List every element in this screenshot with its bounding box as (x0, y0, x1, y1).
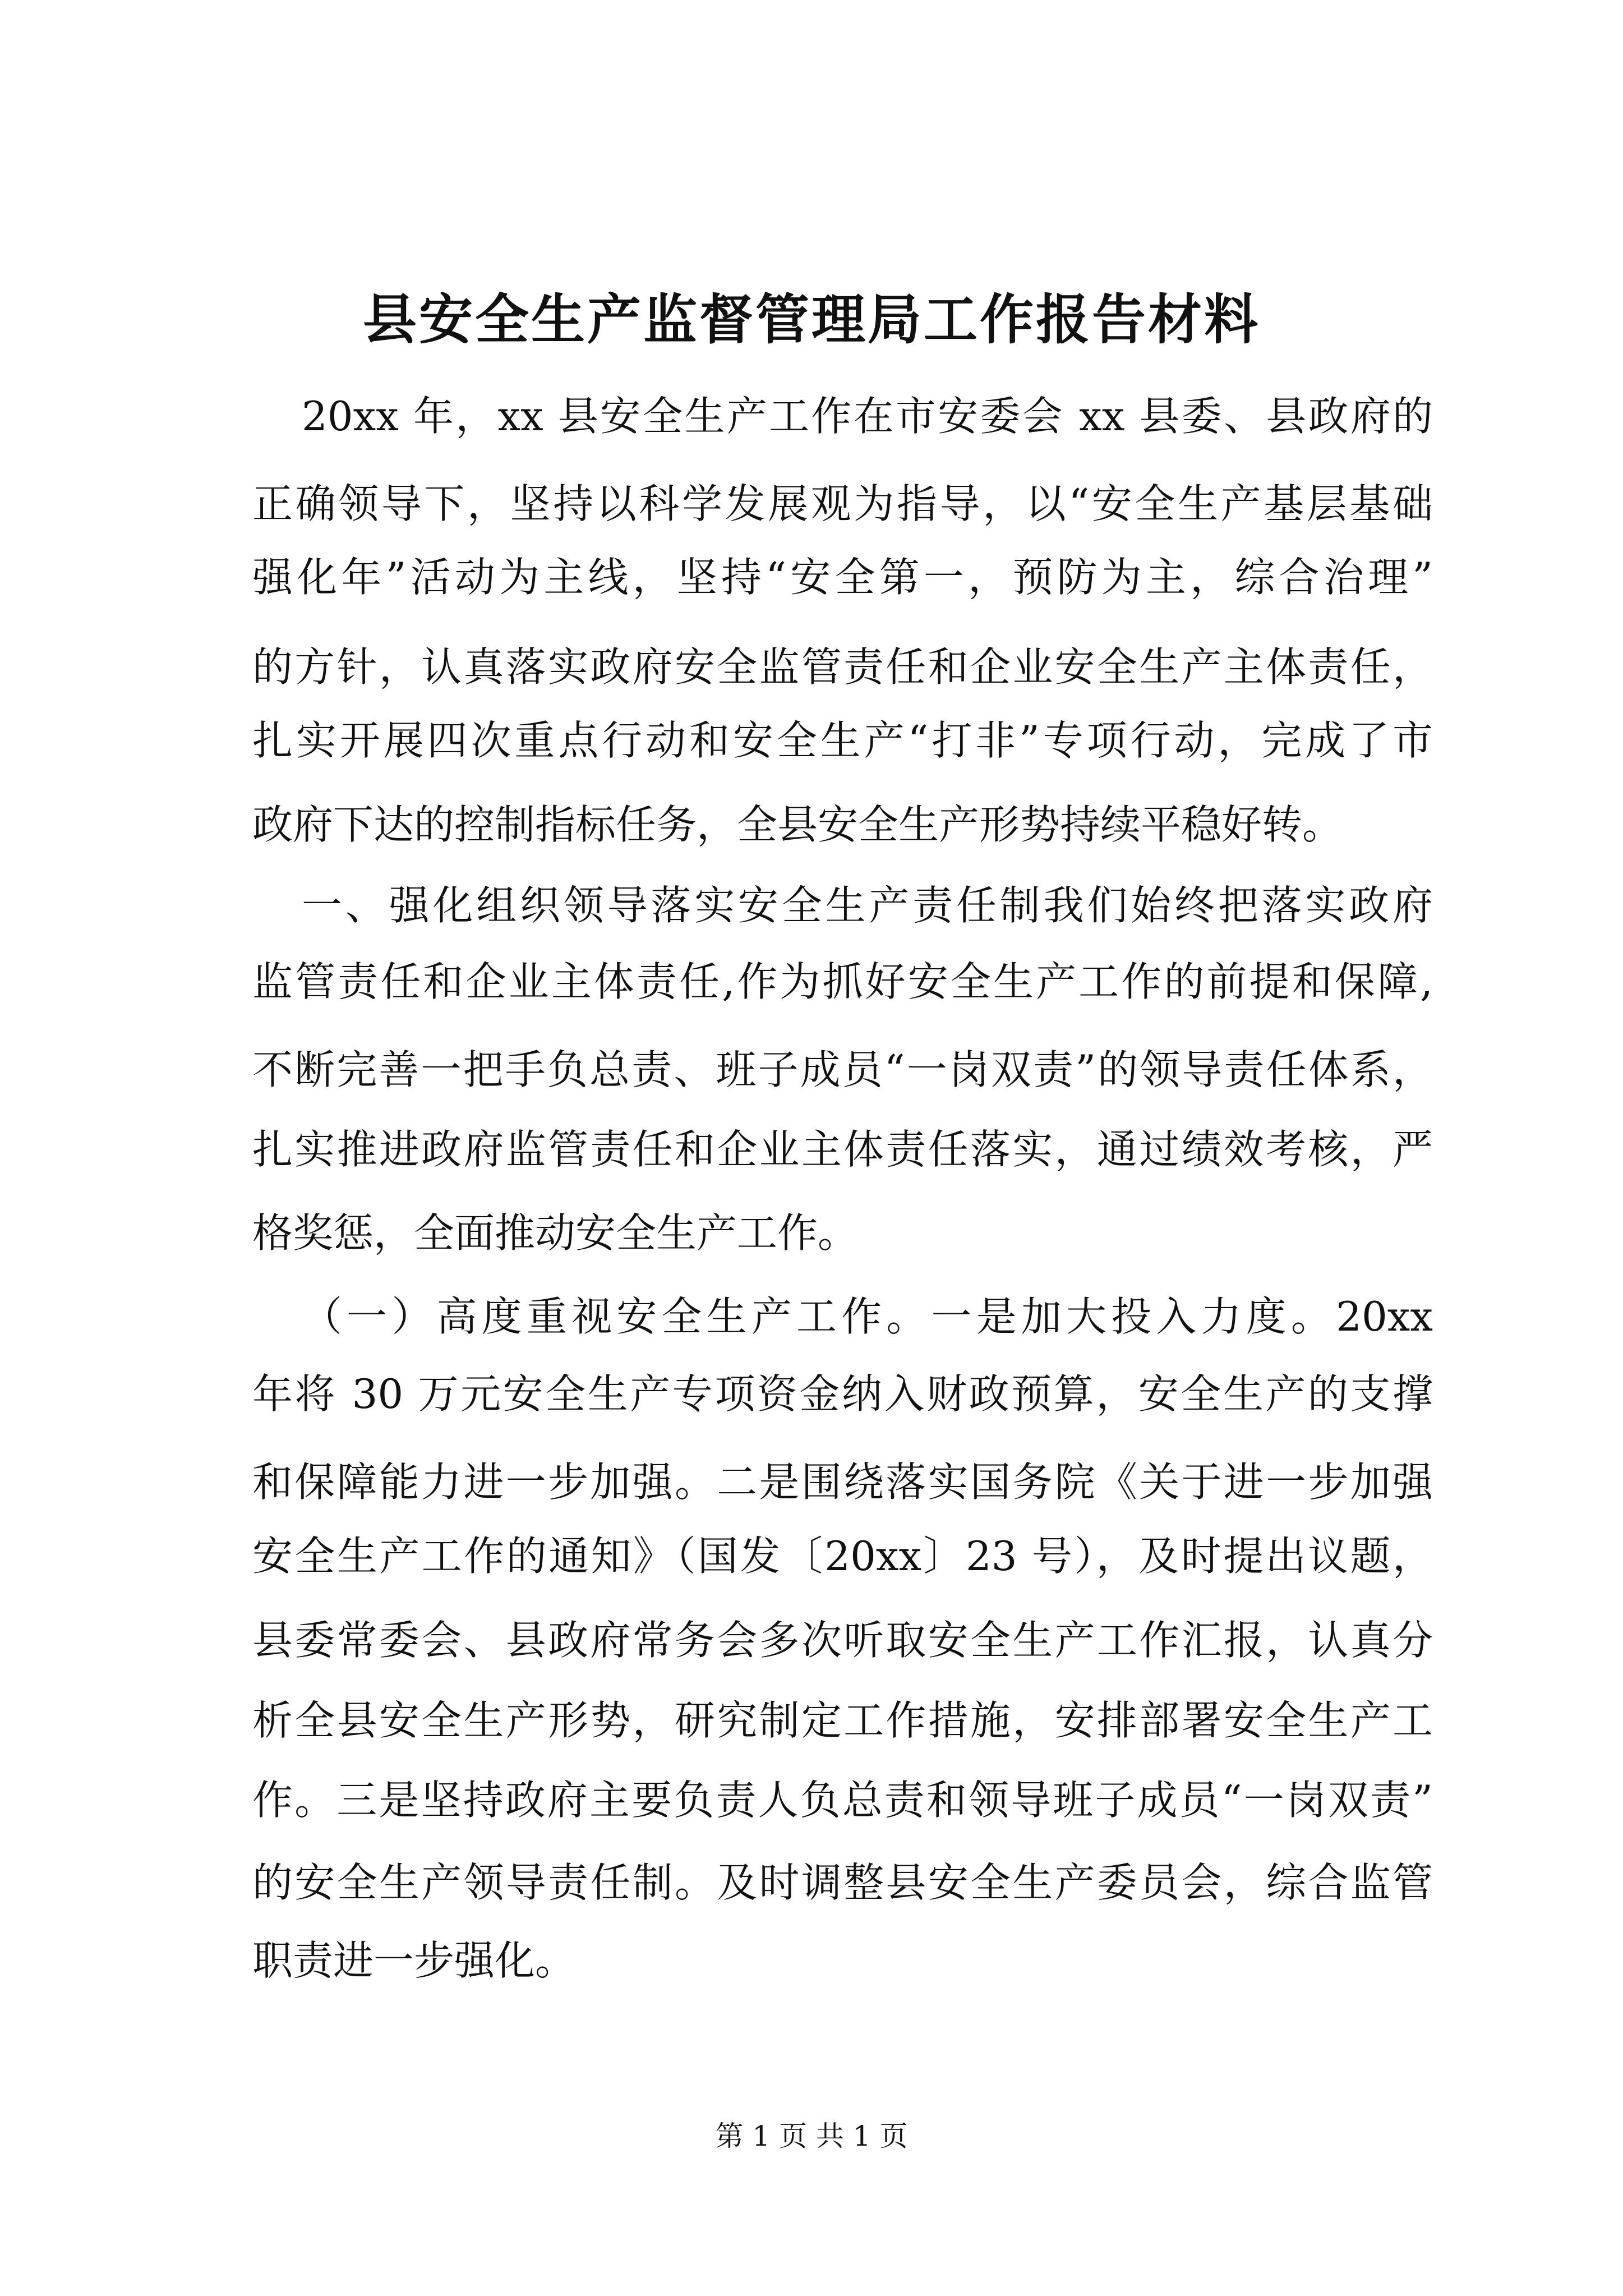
paragraph-3-line-9: 职责进一步强化。 (252, 1937, 576, 1984)
paragraph-3-line-5: 县委常委会、县政府常务会多次听取安全生产工作汇报，认真分 (252, 1617, 1433, 1664)
paragraph-1-line-3: 强化年”活动为主线，坚持“安全第一，预防为主，综合治理” (252, 554, 1433, 601)
paragraph-2-line-2: 监管责任和企业主体责任,作为抓好安全生产工作的前提和保障, (252, 958, 1433, 1005)
paragraph-1-line-6: 政府下达的控制指标任务，全县安全生产形势持续平稳好转。 (252, 801, 1343, 848)
paragraph-3-line-1: （一）高度重视安全生产工作。一是加大投入力度。20xx (302, 1293, 1433, 1340)
paragraph-3-line-6: 析全县安全生产形势，研究制定工作措施，安排部署安全生产工 (252, 1697, 1433, 1744)
paragraph-1-line-5: 扎实开展四次重点行动和安全生产“打非”专项行动，完成了市 (252, 717, 1433, 764)
paragraph-1-line-4: 的方针，认真落实政府安全监管责任和企业安全生产主体责任， (252, 643, 1433, 691)
paragraph-3-line-2: 年将 30 万元安全生产专项资金纳入财政预算，安全生产的支撑 (252, 1370, 1433, 1418)
paragraph-3-line-7: 作。三是坚持政府主要负责人负总责和领导班子成员“一岗双责” (252, 1777, 1433, 1824)
paragraph-2-line-5: 格奖惩，全面推动安全生产工作。 (252, 1209, 859, 1257)
paragraph-2-line-4: 扎实推进政府监管责任和企业主体责任落实，通过绩效考核，严 (252, 1126, 1433, 1173)
document-title: 县安全生产监督管理局工作报告材料 (363, 288, 1260, 351)
paragraph-1-line-2: 正确领导下，坚持以科学发展观为指导，以“安全生产基层基础 (252, 480, 1433, 527)
paragraph-3-line-4: 安全生产工作的通知》（国发〔20xx〕23 号），及时提出议题， (252, 1533, 1433, 1580)
paragraph-3-line-8: 的安全生产领导责任制。及时调整县安全生产委员会，综合监管 (252, 1859, 1433, 1906)
paragraph-2-line-1: 一、强化组织领导落实安全生产责任制我们始终把落实政府 (302, 882, 1433, 929)
paragraph-3-line-3: 和保障能力进一步加强。二是围绕落实国务院《关于进一步加强 (252, 1458, 1433, 1506)
paragraph-2-line-3: 不断完善一把手负总责、班子成员“一岗双责”的领导责任体系， (252, 1046, 1433, 1093)
paragraph-1-line-1: 20xx 年，xx 县安全生产工作在市安委会 xx 县委、县政府的 (302, 393, 1433, 440)
page-number-footer: 第 1 页 共 1 页 (715, 2120, 908, 2152)
